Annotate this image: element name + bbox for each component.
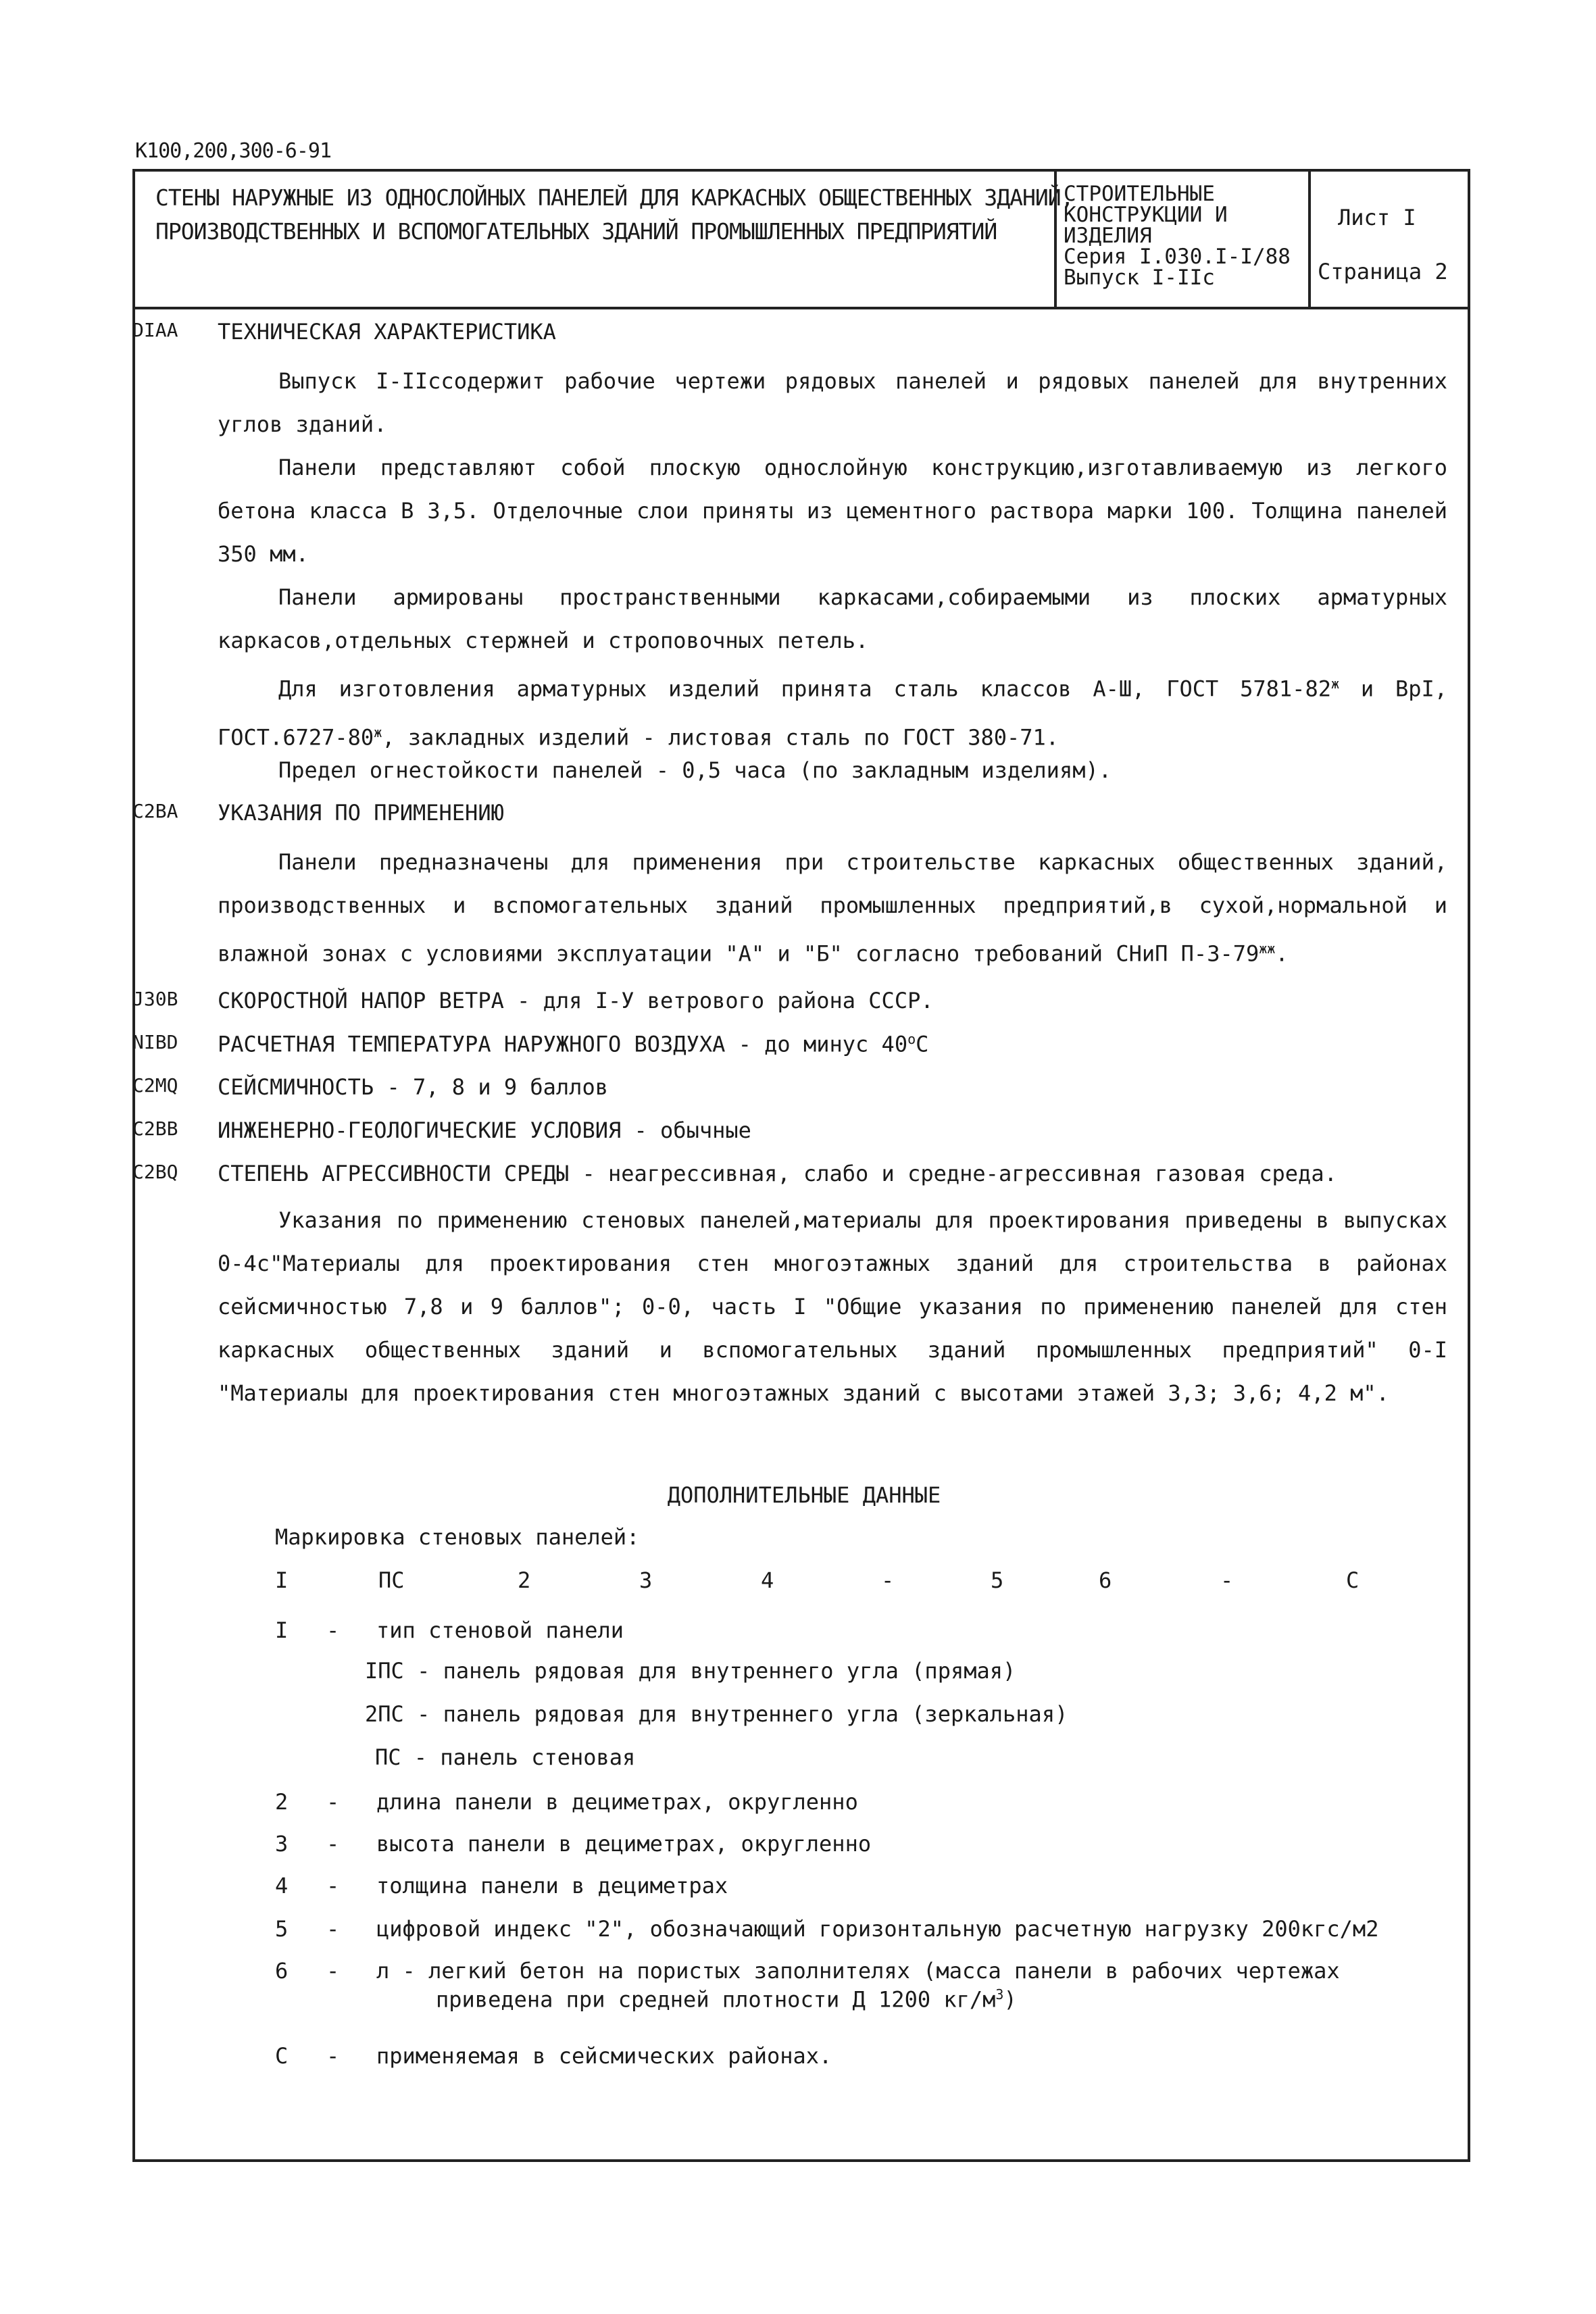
marking-part: - — [881, 1567, 895, 1593]
unit: С — [916, 1031, 929, 1057]
legend-dash: - — [326, 1789, 340, 1815]
text-run: ) — [1003, 1986, 1017, 2013]
footnote-mark: жж — [1259, 940, 1276, 957]
legend-text: длина панели в дециметрах, округленно — [376, 1789, 858, 1815]
superscript: 3 — [995, 1986, 1004, 2003]
legend-text: толщина панели в дециметрах — [376, 1873, 728, 1898]
marking-part: - — [1220, 1567, 1234, 1593]
paragraph: Предел огнестойкости панелей - 0,5 часа (по закладным изделиям). — [278, 757, 1112, 783]
marking-part: ПС — [378, 1567, 405, 1593]
section-heading: ИНЖЕНЕРНО-ГЕОЛОГИЧЕСКИЕ УСЛОВИЯ — [218, 1117, 622, 1143]
series-label: Серия I.030.I-I/88 — [1064, 245, 1291, 269]
sheet-block — [1318, 191, 1466, 299]
section-code: DIAA — [132, 319, 178, 341]
legend-key: С — [275, 2043, 289, 2069]
text-run: Панели предназначены для применения при строительстве каркасных общественных зданий, производственных и вспомогательных зданий промышленных предприятий,в сухой,нормальной и влажной зонах с условиями эксплуатации "А" и "Б" согласно требований СНиП П-3-79 — [218, 849, 1447, 967]
legend-text: применяемая в сейсмических районах. — [376, 2043, 832, 2069]
marking-part: С — [1346, 1567, 1360, 1593]
legend-key: 3 — [275, 1831, 289, 1857]
category-line: КОНСТРУКЦИИ И — [1064, 203, 1228, 227]
section-code: NIBD — [132, 1031, 178, 1053]
text-run: . — [1275, 940, 1289, 967]
marking-row — [135, 1567, 1473, 1601]
title-block — [135, 172, 1468, 309]
section-code: C2BB — [132, 1117, 178, 1140]
document-title: СТЕНЫ НАРУЖНЫЕ ИЗ ОДНОСЛОЙНЫХ ПАНЕЛЕЙ ДЛЯ КАРКАСНЫХ ОБЩЕСТВЕННЫХ ЗДАНИЙ, ПРОИЗВОДСТВЕННЫХ И ВСПОМОГАТЕЛЬНЫХ ЗДАНИЙ ПРОМЫШЛЕННЫХ ПРЕДПРИЯТИЙ — [155, 184, 1074, 245]
divider — [1054, 172, 1057, 307]
section-heading: СЕЙСМИЧНОСТЬ — [218, 1074, 374, 1100]
legend-key: 2 — [275, 1789, 289, 1815]
marking-part: 6 — [1099, 1567, 1112, 1593]
marking-part: 4 — [761, 1567, 774, 1593]
legend-dash: - — [326, 1916, 340, 1942]
section-heading: СКОРОСТНОЙ НАПОР ВЕТРА — [218, 988, 504, 1013]
legend-dash: - — [326, 1831, 340, 1857]
legend-dash: - — [326, 1617, 340, 1643]
page-number: Страница 2 — [1318, 259, 1448, 284]
section-text: - обычные — [621, 1117, 751, 1143]
paragraph — [218, 840, 1447, 976]
sheet-number: Лист I — [1338, 205, 1416, 230]
section-text: - неагрессивная, слабо и средне-агрессивная газовая среда. — [569, 1161, 1337, 1186]
section-heading: РАСЧЕТНАЯ ТЕМПЕРАТУРА НАРУЖНОГО ВОЗДУХА — [218, 1031, 726, 1057]
document-code: К100,200,300-6-91 — [135, 139, 332, 163]
legend-key: 5 — [275, 1916, 289, 1942]
panel-type: IПС - панель рядовая для внутреннего угла (прямая) — [365, 1658, 1016, 1684]
paragraph: Указания по применению стеновых панелей,материалы для проектирования приведены в выпусках 0-4с"Материалы для проектирования стен многоэтажных зданий для строительства в районах сейсмичностью 7,8 и 9 баллов"; 0-0, часть I "Общие указания по применению панелей для стен каркасных общественных зданий и вспомогательных зданий промышленных предприятий" 0-I "Материалы для проектирования стен многоэтажных зданий с высотами этажей 3,3; 3,6; 4,2 м". — [218, 1207, 1447, 1406]
section-heading: УКАЗАНИЯ ПО ПРИМЕНЕНИЮ — [218, 800, 504, 826]
footnote-mark: ж — [1330, 676, 1340, 692]
marking-label: Маркировка стеновых панелей: — [275, 1524, 640, 1550]
marking-part: 2 — [518, 1567, 531, 1593]
panel-type: 2ПС - панель рядовая для внутреннего угла (зеркальная) — [365, 1701, 1068, 1727]
section-text: - 7, 8 и 9 баллов — [374, 1074, 608, 1100]
category-line: ИЗДЕЛИЯ — [1064, 224, 1152, 248]
section-heading: СТЕПЕНЬ АГРЕССИВНОСТИ СРЕДЫ — [218, 1161, 570, 1186]
legend-text: цифровой индекс "2", обозначающий горизонтальную расчетную нагрузку 200кгс/м2 — [376, 1916, 1379, 1942]
marking-part: 3 — [639, 1567, 653, 1593]
text-run: , закладных изделий - листовая сталь по ГОСТ 380-71. — [382, 724, 1059, 751]
legend-key: I — [275, 1617, 289, 1643]
section-code: C2BA — [132, 800, 178, 822]
text-run: и ВрI, ГОСТ.6727-80 — [218, 676, 1448, 751]
degree-mark: о — [907, 1031, 916, 1047]
legend-dash: - — [326, 1873, 340, 1898]
footnote-mark: ж — [374, 724, 382, 740]
legend-dash: - — [326, 2043, 340, 2069]
legend-key: 4 — [275, 1873, 289, 1898]
legend-text: высота панели в дециметрах, округленно — [376, 1831, 872, 1857]
marking-part: I — [275, 1567, 289, 1593]
issue-label: Выпуск I-IIс — [1064, 266, 1215, 290]
paragraph — [218, 662, 1447, 759]
section-code: C2BQ — [132, 1161, 178, 1183]
legend-text: тип стеновой панели — [376, 1617, 624, 1643]
legend-key: 6 — [275, 1958, 289, 1984]
section-text: - для I-У ветрового района СССР. — [503, 988, 934, 1013]
paragraph: Панели армированы пространственными каркасами,собираемыми из плоских арматурных каркасов,отдельных стержней и строповочных петель. — [218, 584, 1447, 653]
section-text: - до минус 40 — [725, 1031, 908, 1057]
legend-continuation — [436, 1986, 1017, 2013]
legend-text: л - легкий бетон на пористых заполнителях (масса панели в рабочих чертежах — [376, 1958, 1340, 1984]
paragraph: Панели представляют собой плоскую однослойную конструкцию,изготавливаемую из легкого бетона класса В 3,5. Отделочные слои приняты из цементного раствора марки 100. Толщина панелей 350 мм. — [218, 455, 1447, 567]
text-run: Для изготовления арматурных изделий принята сталь классов А-Ш, ГОСТ 5781-82 — [278, 676, 1331, 702]
additional-heading: ДОПОЛНИТЕЛЬНЫЕ ДАННЫЕ — [667, 1482, 941, 1508]
panel-type: ПС - панель стеновая — [375, 1744, 636, 1770]
paragraph: Выпуск I-IIссодержит рабочие чертежи рядовых панелей и рядовых панелей для внутренних углов зданий. — [218, 368, 1447, 437]
section-heading: ТЕХНИЧЕСКАЯ ХАРАКТЕРИСТИКА — [218, 319, 556, 345]
category-line: СТРОИТЕЛЬНЫЕ — [1064, 182, 1215, 206]
section-code: C2MQ — [132, 1074, 178, 1097]
text-run: приведена при средней плотности Д 1200 кг/м — [436, 1986, 996, 2013]
legend-dash: - — [326, 1958, 340, 1984]
marking-part: 5 — [991, 1567, 1004, 1593]
document-frame — [132, 169, 1470, 2162]
section-code: J30B — [132, 988, 178, 1010]
